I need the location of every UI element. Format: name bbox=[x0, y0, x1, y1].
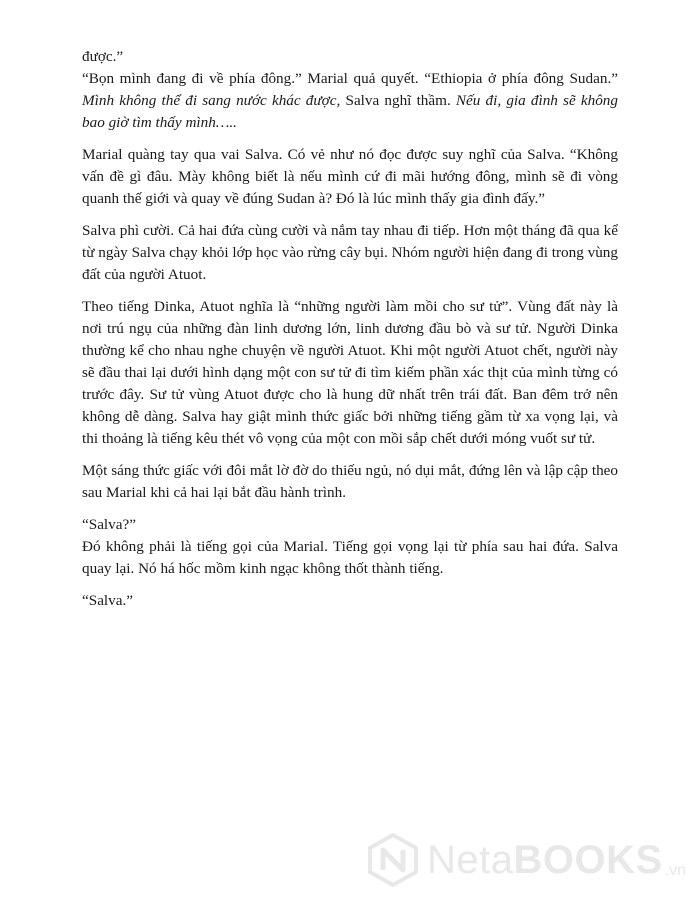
watermark-text-bold: BOOKS bbox=[513, 837, 663, 882]
paragraph-2-text-a: “Bọn mình đang đi về phía đông.” Marial quả quyết. “Ethiopia ở phía đông Sudan.” bbox=[82, 70, 618, 87]
book-page bbox=[82, 46, 618, 622]
watermark-suffix: .vn bbox=[664, 862, 687, 879]
paragraph-2-text-b: Salva nghĩ thầm. bbox=[340, 92, 456, 109]
paragraph-2-thought-b: Nếu đi, gia đình sẽ không bao giờ tìm thấy mình….. bbox=[82, 92, 618, 131]
watermark-text-light: Neta bbox=[427, 837, 514, 882]
paragraph-2-thought-a: Mình không thể đi sang nước khác được, bbox=[82, 92, 341, 109]
paragraph-3: Marial quàng tay qua vai Salva. Có vẻ như nó đọc được suy nghĩ của Salva. “Không vấn đề gì đâu. Mày không biết là nếu mình cứ đi mãi hướng đông, mình sẽ đi vòng quanh thế giới và quay về đúng Sudan à? Đó là lúc mình thấy gia đình đấy.” bbox=[82, 146, 618, 207]
paragraph-9: “Salva.” bbox=[82, 592, 134, 609]
paragraph-1 bbox=[82, 46, 618, 68]
watermark bbox=[365, 832, 686, 888]
paragraph-2 bbox=[82, 68, 618, 134]
paragraph-5: Theo tiếng Dinka, Atuot nghĩa là “những người làm mồi cho sư tử”. Vùng đất này là nơi trú ngụ của những đàn linh dương lớn, linh dương đầu bò và sư tử. Người Dinka thường kể cho nhau nghe chuyện về người Atuot. Khi một người Atuot chết, người này sẽ đầu thai lại dưới hình dạng một con sư tử đi tìm kiếm phần xác thịt của mình từng có trước đây. Sư tử vùng Atuot được cho là hung dữ nhất trên trái đất. Ban đêm trở nên không dễ dàng. Salva hay giật mình thức giấc bởi những tiếng gầm từ xa vọng lại, và thi thoảng là tiếng kêu thét vô vọng của một con mồi sắp chết dưới móng vuốt sư tử. bbox=[82, 298, 618, 447]
paragraph-7: “Salva?” bbox=[82, 516, 136, 533]
watermark-text bbox=[427, 838, 663, 883]
paragraph-6: Một sáng thức giấc với đôi mắt lờ đờ do thiếu ngủ, nó dụi mắt, đứng lên và lập cập theo sau Marial khi cả hai lại bắt đầu hành trình. bbox=[82, 462, 618, 501]
paragraph-4: Salva phì cười. Cả hai đứa cùng cười và nắm tay nhau đi tiếp. Hơn một tháng đã qua kể từ ngày Salva chạy khỏi lớp học vào rừng cây bụi. Nhóm người hiện đang đi trong vùng đất của người Atuot. bbox=[82, 222, 618, 283]
paragraph-1-text: được.” bbox=[82, 48, 124, 65]
paragraph-8: Đó không phải là tiếng gọi của Marial. Tiếng gọi vọng lại từ phía sau hai đứa. Salva quay lại. Nó há hốc mồm kinh ngạc không thốt thành tiếng. bbox=[82, 538, 618, 577]
netabooks-logo-icon bbox=[365, 832, 421, 888]
